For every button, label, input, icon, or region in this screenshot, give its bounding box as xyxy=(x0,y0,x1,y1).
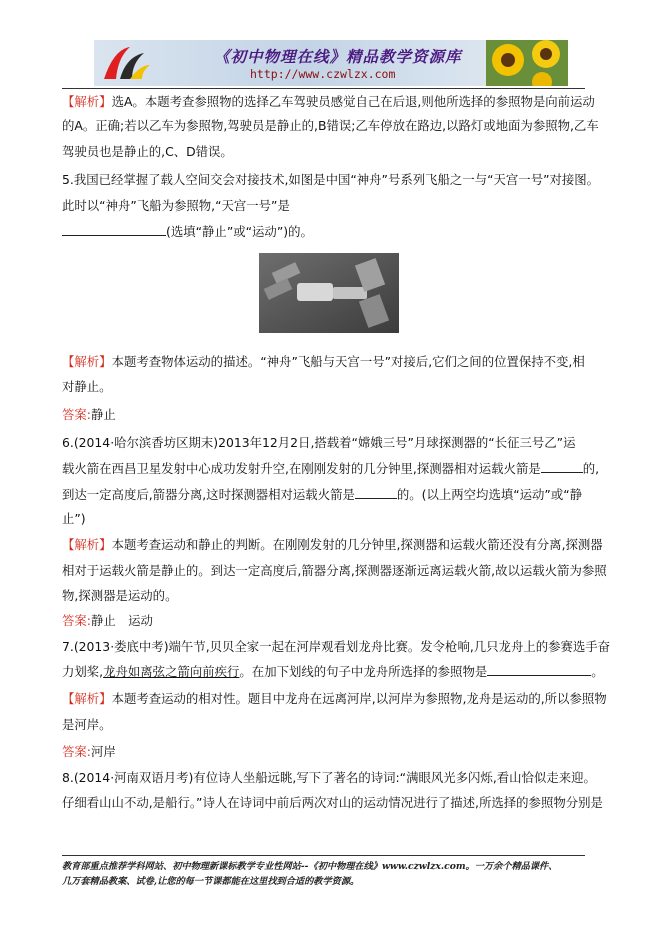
answer-label: 答案: xyxy=(62,407,91,422)
banner-title: 《初中物理在线》精品教学资源库 xyxy=(214,47,462,66)
analysis-tag: 【解析】 xyxy=(62,354,112,369)
question-6-line: 到达一定高度后,箭器分离,这时探测器相对运载火箭是 的。(以上两空均选填“运动”或“静 xyxy=(62,487,583,502)
underlined-sentence: 龙舟如离弦之箭向前疾行 xyxy=(103,664,240,679)
header-rule xyxy=(62,88,585,89)
footer-line: 几万套精品教案、试卷,让您的每一节课都能在这里找到合适的教学资源。 xyxy=(62,876,360,887)
answer-line: 答案:河岸 xyxy=(62,744,116,759)
site-logo-icon xyxy=(100,43,152,83)
footer-line: 教育部重点推荐学科网站、初中物理新课标教学专业性网站--《初中物理在线》www.czwlzx.com。一万余个精品课件、 xyxy=(62,861,558,872)
analysis-line: 对静止。 xyxy=(62,379,112,394)
answer-line: 答案:静止 运动 xyxy=(62,613,153,628)
analysis-line: 【解析】本题考查运动的相对性。题目中龙舟在远离河岸,以河岸为参照物,龙舟是运动的,所以参照物 xyxy=(62,691,607,706)
question-6-line: 6.(2014·哈尔滨香坊区期末)2013年12月2日,搭载着“嫦娥三号”月球探测器的“长征三号乙”运 xyxy=(62,435,576,450)
answer-blank xyxy=(355,485,397,499)
question-5-line: 此时以“神舟”飞船为参照物,“天宫一号”是 xyxy=(62,198,290,213)
analysis-line: 【解析】本题考查运动和静止的判断。在刚刚发射的几分钟里,探测器和运载火箭还没有分离,探测器 xyxy=(62,537,603,552)
question-5-line: 5.我国已经掌握了载人空间交会对接技术,如图是中国“神舟”号系列飞船之一与“天宫一号”对接图。 xyxy=(62,172,600,187)
answer-line: 答案:静止 xyxy=(62,407,116,422)
analysis-tag: 【解析】 xyxy=(62,537,112,552)
analysis-line: 的A。正确;若以乙车为参照物,驾驶员是静止的,B错误;乙车停放在路边,以路灯或地面为参照物,乙车 xyxy=(62,118,599,133)
header-banner xyxy=(94,40,568,86)
answer-blank xyxy=(62,222,166,236)
analysis-tag: 【解析】 xyxy=(62,94,112,109)
footer-rule xyxy=(62,855,585,856)
sunflower-image xyxy=(486,40,568,86)
question-7-line: 7.(2013·娄底中考)端午节,贝贝全家一起在河岸观看划龙舟比赛。发令枪响,几只龙舟上的参赛选手奋 xyxy=(62,639,611,654)
question-6-line: 止”) xyxy=(62,511,86,526)
analysis-line: 相对于运载火箭是静止的。到达一定高度后,箭器分离,探测器逐渐远离运载火箭,故以运载火箭为参照 xyxy=(62,563,607,578)
answer-label: 答案: xyxy=(62,613,91,628)
banner-url: http://www.czwlzx.com xyxy=(250,67,396,81)
analysis-line: 是河岸。 xyxy=(62,717,112,732)
question-8-line: 仔细看山山不动,是船行。”诗人在诗词中前后两次对山的运动情况进行了描述,所选择的参照物分别是 xyxy=(62,795,603,810)
question-6-line: 载火箭在西昌卫星发射中心成功发射升空,在刚刚发射的几分钟里,探测器相对运载火箭是 的, xyxy=(62,461,600,476)
analysis-line: 驾驶员也是静止的,C、D错误。 xyxy=(62,144,233,159)
analysis-line: 【解析】本题考查物体运动的描述。“神舟”飞船与天宫一号”对接后,它们之间的位置保持不变,相 xyxy=(62,354,585,369)
analysis-tag: 【解析】 xyxy=(62,691,112,706)
spacecraft-docking-photo xyxy=(259,253,399,333)
answer-blank xyxy=(541,459,583,473)
question-7-line: 力划桨,龙舟如离弦之箭向前疾行。在加下划线的句子中龙舟所选择的参照物是 。 xyxy=(62,664,604,679)
analysis-line: 物,探测器是运动的。 xyxy=(62,588,178,603)
question-8-line: 8.(2014·河南双语月考)有位诗人坐船远眺,写下了著名的诗词:“满眼风光多闪烁,看山恰似走来迎。 xyxy=(62,770,596,785)
answer-label: 答案: xyxy=(62,744,91,759)
question-5-line: (选填“静止”或“运动”)的。 xyxy=(62,222,313,241)
analysis-line: 【解析】选A。本题考查参照物的选择乙车驾驶员感觉自己在后退,则他所选择的参照物是向前运动 xyxy=(62,94,595,109)
answer-blank xyxy=(487,662,591,676)
